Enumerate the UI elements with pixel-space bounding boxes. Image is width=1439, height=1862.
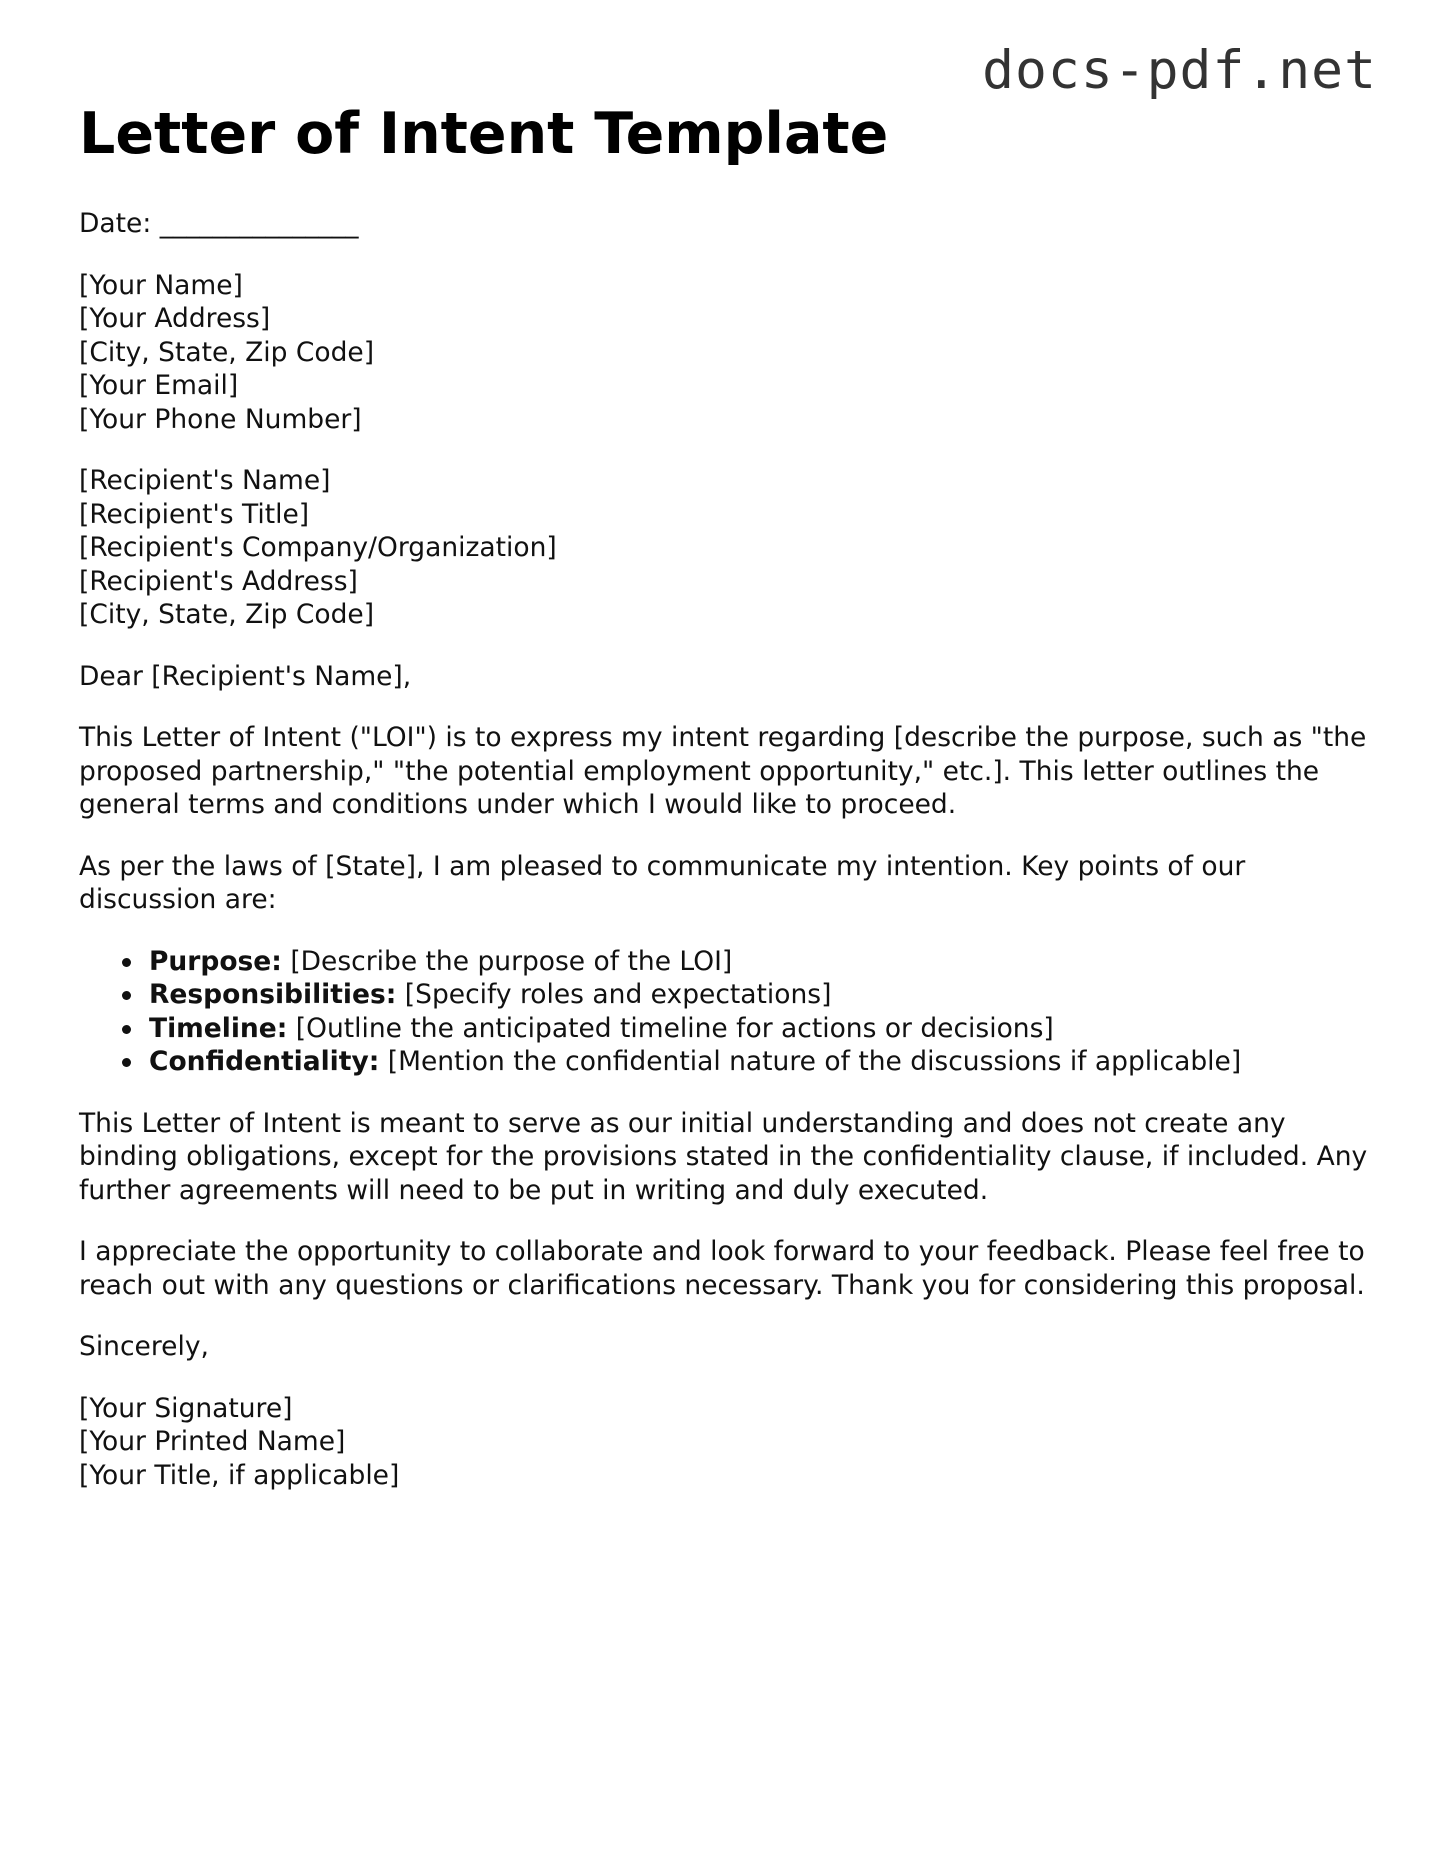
sender-name: [Your Name]	[79, 269, 243, 301]
key-points-intro-paragraph: As per the laws of [State], I am pleased to communicate my intention. Key points of our discussion are:	[79, 850, 1246, 915]
sender-email: [Your Email]	[79, 370, 239, 401]
recipient-name: [Recipient's Name]	[79, 465, 331, 496]
key-point-term: Timeline:	[149, 1012, 288, 1044]
non-binding-paragraph: This Letter of Intent is meant to serve as our initial understanding and does not create any binding obligations, except for the provisions stated in the confidentiality clause, if included. Any further agreements will need to be put in writing and duly executed.	[79, 1107, 1368, 1206]
signature-block	[79, 1392, 1379, 1493]
key-point-term: Purpose:	[149, 945, 282, 977]
sender-address-block	[79, 269, 1379, 437]
key-point-text: [Outline the anticipated timeline for actions or decisions]	[287, 1012, 1054, 1044]
list-item-purpose	[149, 945, 1379, 979]
salutation: Dear [Recipient's Name],	[79, 660, 412, 692]
intro-paragraph: This Letter of Intent ("LOI") is to express my intent regarding [describe the purpose, such as "the proposed partnership," "the potential employment opportunity," etc.]. This letter outlines the general terms and conditions under which I would like to proceed.	[79, 722, 1367, 820]
letter-document	[79, 100, 1379, 1492]
appreciation-paragraph: I appreciate the opportunity to collaborate and look forward to your feedback. Please feel free to reach out with any questions or clarifications necessary. Thank you for considering this proposal.	[79, 1236, 1365, 1301]
document-title: Letter of Intent Template	[79, 101, 889, 167]
title-line: [Your Title, if applicable]	[79, 1459, 400, 1491]
site-watermark: docs-pdf.net	[982, 40, 1377, 101]
sender-address: [Your Address]	[79, 303, 271, 334]
key-point-term: Responsibilities:	[149, 979, 397, 1010]
recipient-title: [Recipient's Title]	[79, 498, 310, 530]
list-item-responsibilities	[149, 978, 1379, 1012]
closing: Sincerely,	[79, 1331, 209, 1362]
list-item-confidentiality	[149, 1045, 1379, 1079]
recipient-address-block	[79, 464, 1379, 632]
list-item-timeline	[149, 1012, 1379, 1046]
key-point-term: Confidentiality:	[149, 1046, 380, 1077]
key-point-text: [Specify roles and expectations]	[396, 979, 832, 1010]
key-points-list	[79, 945, 1379, 1079]
key-point-text: [Describe the purpose of the LOI]	[281, 945, 733, 977]
sender-phone: [Your Phone Number]	[79, 403, 362, 435]
recipient-city-state-zip: [City, State, Zip Code]	[79, 599, 375, 630]
recipient-address: [Recipient's Address]	[79, 565, 358, 597]
sender-city-state-zip: [City, State, Zip Code]	[79, 336, 375, 368]
signature-line: [Your Signature]	[79, 1392, 293, 1424]
printed-name-line: [Your Printed Name]	[79, 1426, 346, 1457]
date-line: Date: _______________	[79, 208, 359, 239]
key-point-text: [Mention the confidential nature of the discussions if applicable]	[379, 1046, 1242, 1077]
recipient-company: [Recipient's Company/Organization]	[79, 532, 557, 563]
